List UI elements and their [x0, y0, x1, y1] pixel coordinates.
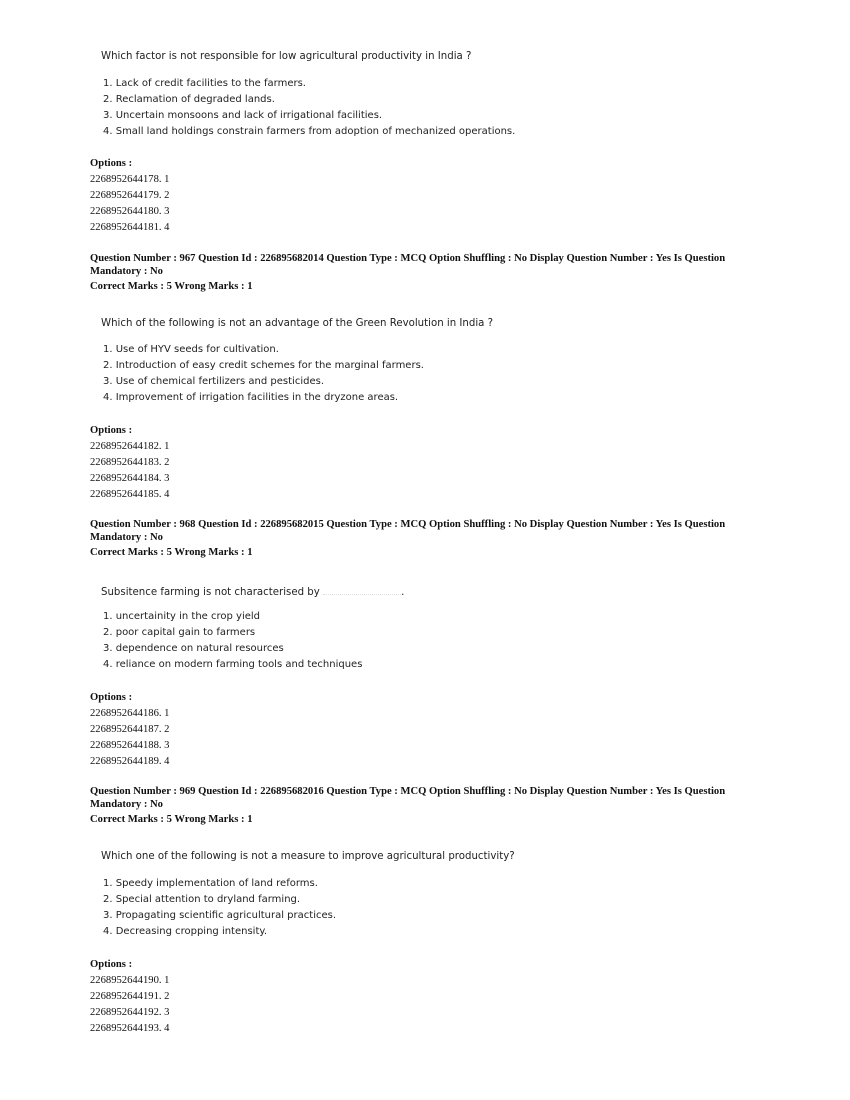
option-id: 2268952644179. 2 — [90, 190, 170, 201]
marks-line: Correct Marks : 5 Wrong Marks : 1 — [90, 813, 253, 825]
question-meta-line: Mandatory : No — [90, 265, 163, 277]
option-id: 2268952644188. 3 — [90, 740, 170, 751]
question-text: Which factor is not responsible for low agricultural productivity in India ? — [101, 51, 472, 62]
answer-option: 2. Special attention to dryland farming. — [103, 894, 301, 905]
option-id: 2268952644183. 2 — [90, 457, 170, 468]
question-meta-line: Question Number : 969 Question Id : 226895682016 Question Type : MCQ Option Shuffling : No Display Question Number : Yes Is Question — [90, 786, 726, 797]
options-heading: Options : — [90, 158, 133, 169]
option-id: 2268952644182. 1 — [90, 441, 170, 452]
answer-option: 4. reliance on modern farming tools and techniques — [103, 659, 363, 670]
option-id: 2268952644191. 2 — [90, 991, 170, 1002]
answer-option: 3. Uncertain monsoons and lack of irrigational facilities. — [103, 110, 383, 121]
answer-option: 3. Propagating scientific agricultural practices. — [103, 910, 337, 921]
question-meta-line: Question Number : 967 Question Id : 226895682014 Question Type : MCQ Option Shuffling : No Display Question Number : Yes Is Question — [90, 253, 726, 264]
option-id: 2268952644192. 3 — [90, 1007, 170, 1018]
answer-option: 4. Improvement of irrigation facilities in the dryzone areas. — [103, 392, 399, 403]
question-text: Which of the following is not an advantage of the Green Revolution in India ? — [101, 318, 494, 329]
question-meta-line: Question Number : 968 Question Id : 226895682015 Question Type : MCQ Option Shuffling : No Display Question Number : Yes Is Question — [90, 519, 726, 530]
question-meta-line: Mandatory : No — [90, 531, 163, 543]
question-meta — [90, 253, 750, 293]
option-id: 2268952644180. 3 — [90, 206, 170, 217]
question-text: Which one of the following is not a measure to improve agricultural productivity? — [101, 851, 515, 862]
marks-line: Correct Marks : 5 Wrong Marks : 1 — [90, 546, 253, 558]
question-meta — [90, 519, 750, 559]
answer-option: 3. Use of chemical fertilizers and pesticides. — [103, 376, 324, 387]
answer-option: 1. uncertainity in the crop yield — [103, 611, 261, 622]
option-id: 2268952644193. 4 — [90, 1023, 170, 1034]
option-id: 2268952644187. 2 — [90, 724, 170, 735]
option-id: 2268952644190. 1 — [90, 975, 170, 986]
answer-option: 2. poor capital gain to farmers — [103, 627, 256, 638]
answer-option: 4. Small land holdings constrain farmers from adoption of mechanized operations. — [103, 126, 516, 137]
question-text-end: . — [401, 587, 405, 598]
question-meta-line: Mandatory : No — [90, 798, 163, 810]
options-heading: Options : — [90, 425, 133, 436]
option-id: 2268952644184. 3 — [90, 473, 170, 484]
answer-option: 1. Lack of credit facilities to the farmers. — [103, 78, 306, 89]
question-text-start: Subsitence farming is not characterised by — [101, 587, 320, 598]
answer-option: 2. Introduction of easy credit schemes for the marginal farmers. — [103, 360, 424, 371]
options-heading: Options : — [90, 692, 133, 703]
marks-line: Correct Marks : 5 Wrong Marks : 1 — [90, 280, 253, 292]
fill-in-blank — [323, 585, 401, 595]
answer-option: 3. dependence on natural resources — [103, 643, 284, 654]
answer-option: 1. Speedy implementation of land reforms. — [103, 878, 318, 889]
question-meta — [90, 786, 750, 826]
option-id: 2268952644185. 4 — [90, 489, 170, 500]
answer-option: 1. Use of HYV seeds for cultivation. — [103, 344, 279, 355]
option-id: 2268952644178. 1 — [90, 174, 170, 185]
options-heading: Options : — [90, 959, 133, 970]
option-id: 2268952644181. 4 — [90, 222, 170, 233]
option-id: 2268952644189. 4 — [90, 756, 170, 767]
question-text — [101, 585, 404, 598]
answer-option: 2. Reclamation of degraded lands. — [103, 94, 275, 105]
answer-option: 4. Decreasing cropping intensity. — [103, 926, 268, 937]
option-id: 2268952644186. 1 — [90, 708, 170, 719]
